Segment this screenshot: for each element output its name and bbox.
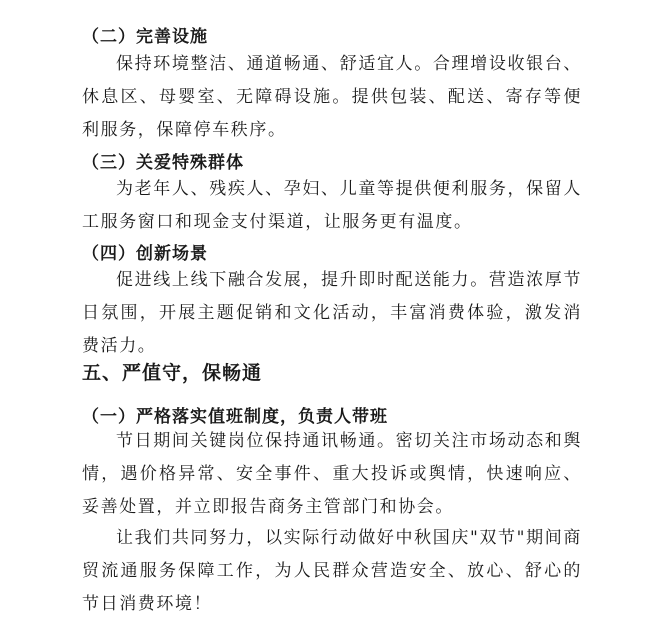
subsection-paragraph-5-1: 节日期间关键岗位保持通讯畅通。密切关注市场动态和舆情，遇价格异常、安全事件、重大投诉或舆情，快速响应、妥善处置，并立即报告商务主管部门和协会。	[82, 431, 582, 517]
subsection-heading-2: （二）完善设施	[82, 27, 208, 47]
subsection-heading-4: （四）创新场景	[82, 244, 208, 264]
subsection-paragraph-3: 为老年人、残疾人、孕妇、儿童等提供便利服务，保留人工服务窗口和现金支付渠道，让服务更有温度。	[82, 179, 582, 232]
subsection-heading-3: （三）关爱特殊群体	[82, 153, 244, 173]
subsection-paragraph-2: 保持环境整洁、通道畅通、舒适宜人。合理增设收银台、休息区、母婴室、无障碍设施。提供包装、配送、寄存等便利服务，保障停车秩序。	[82, 54, 582, 140]
closing-paragraph: 让我们共同努力，以实际行动做好中秋国庆"双节"期间商贸流通服务保障工作，为人民群众营造安全、放心、舒心的节日消费环境！	[82, 528, 582, 614]
section-heading-5: 五、严值守，保畅通	[82, 362, 263, 384]
subsection-paragraph-4: 促进线上线下融合发展，提升即时配送能力。营造浓厚节日氛围，开展主题促销和文化活动，丰富消费体验，激发消费活力。	[82, 270, 582, 356]
subsection-heading-5-1: （一）严格落实值班制度，负责人带班	[82, 407, 388, 427]
